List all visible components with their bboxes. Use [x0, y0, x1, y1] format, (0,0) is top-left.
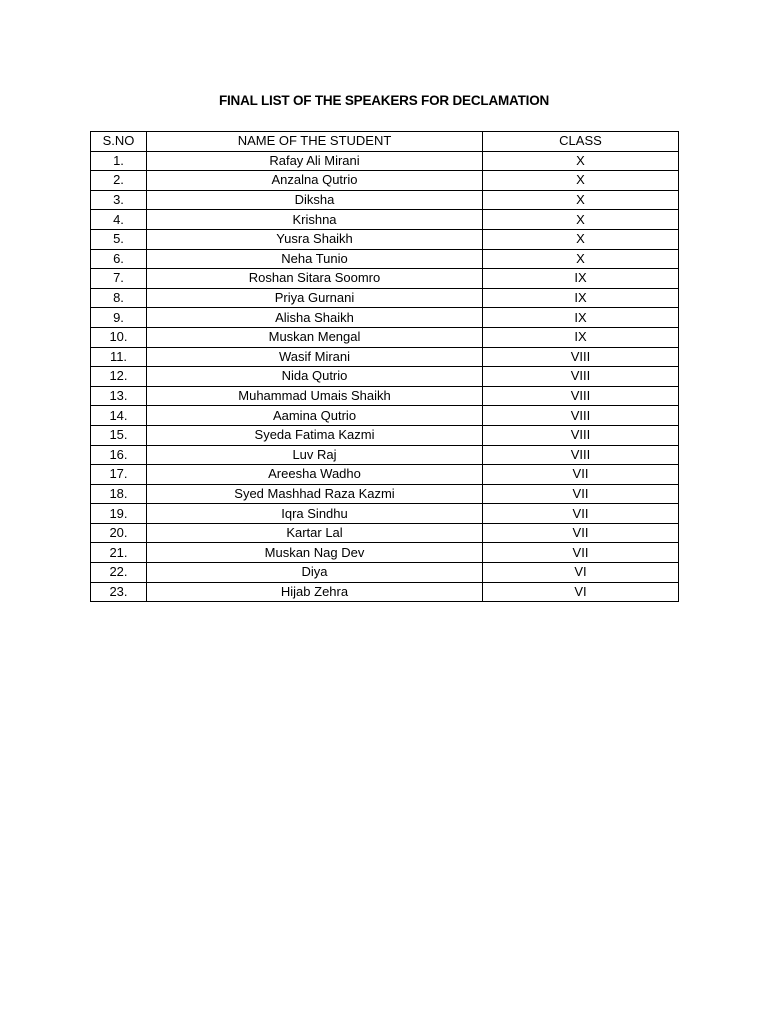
- row-student-name: Nida Qutrio: [147, 367, 483, 387]
- row-student-name: Areesha Wadho: [147, 465, 483, 485]
- table-row: [91, 190, 679, 210]
- row-student-name: Kartar Lal: [147, 523, 483, 543]
- row-student-name: Muhammad Umais Shaikh: [147, 386, 483, 406]
- row-student-name: Hijab Zehra: [147, 582, 483, 602]
- row-class: X: [483, 249, 679, 269]
- table-row: [91, 425, 679, 445]
- column-header-name: NAME OF THE STUDENT: [147, 132, 483, 152]
- row-class: IX: [483, 288, 679, 308]
- table-row: [91, 347, 679, 367]
- table-row: [91, 504, 679, 524]
- table-row: [91, 367, 679, 387]
- row-class: X: [483, 190, 679, 210]
- row-serial-number: 9.: [91, 308, 147, 328]
- row-class: VIII: [483, 367, 679, 387]
- row-student-name: Yusra Shaikh: [147, 229, 483, 249]
- table-row: [91, 249, 679, 269]
- row-class: VII: [483, 543, 679, 563]
- table-row: [91, 465, 679, 485]
- row-serial-number: 22.: [91, 563, 147, 583]
- row-serial-number: 17.: [91, 465, 147, 485]
- table-row: [91, 445, 679, 465]
- row-class: X: [483, 151, 679, 171]
- row-serial-number: 13.: [91, 386, 147, 406]
- table-row: [91, 386, 679, 406]
- row-class: VII: [483, 504, 679, 524]
- table-row: [91, 484, 679, 504]
- row-serial-number: 4.: [91, 210, 147, 230]
- row-serial-number: 1.: [91, 151, 147, 171]
- row-serial-number: 5.: [91, 229, 147, 249]
- row-serial-number: 7.: [91, 269, 147, 289]
- row-student-name: Luv Raj: [147, 445, 483, 465]
- row-serial-number: 10.: [91, 327, 147, 347]
- row-class: X: [483, 210, 679, 230]
- table-row: [91, 151, 679, 171]
- row-class: VII: [483, 465, 679, 485]
- row-student-name: Muskan Mengal: [147, 327, 483, 347]
- row-serial-number: 14.: [91, 406, 147, 426]
- row-serial-number: 6.: [91, 249, 147, 269]
- table-header-row: [91, 132, 679, 152]
- row-class: VIII: [483, 386, 679, 406]
- row-student-name: Wasif Mirani: [147, 347, 483, 367]
- row-class: IX: [483, 269, 679, 289]
- row-student-name: Neha Tunio: [147, 249, 483, 269]
- row-serial-number: 11.: [91, 347, 147, 367]
- table-row: [91, 327, 679, 347]
- row-class: IX: [483, 327, 679, 347]
- row-class: VII: [483, 523, 679, 543]
- page-title: FINAL LIST OF THE SPEAKERS FOR DECLAMATION: [218, 93, 550, 108]
- row-student-name: Krishna: [147, 210, 483, 230]
- row-serial-number: 19.: [91, 504, 147, 524]
- row-serial-number: 20.: [91, 523, 147, 543]
- row-student-name: Rafay Ali Mirani: [147, 151, 483, 171]
- row-serial-number: 12.: [91, 367, 147, 387]
- row-serial-number: 15.: [91, 425, 147, 445]
- row-class: X: [483, 171, 679, 191]
- row-class: VI: [483, 582, 679, 602]
- row-student-name: Muskan Nag Dev: [147, 543, 483, 563]
- row-class: VIII: [483, 425, 679, 445]
- table-row: [91, 523, 679, 543]
- row-student-name: Syeda Fatima Kazmi: [147, 425, 483, 445]
- row-student-name: Aamina Qutrio: [147, 406, 483, 426]
- table-row: [91, 543, 679, 563]
- column-header-class: CLASS: [483, 132, 679, 152]
- row-serial-number: 2.: [91, 171, 147, 191]
- row-serial-number: 23.: [91, 582, 147, 602]
- row-student-name: Priya Gurnani: [147, 288, 483, 308]
- speakers-table: [90, 131, 679, 602]
- table-row: [91, 171, 679, 191]
- row-serial-number: 18.: [91, 484, 147, 504]
- row-class: VIII: [483, 445, 679, 465]
- row-class: VIII: [483, 347, 679, 367]
- row-class: X: [483, 229, 679, 249]
- row-class: IX: [483, 308, 679, 328]
- row-student-name: Diya: [147, 563, 483, 583]
- table-row: [91, 210, 679, 230]
- row-class: VII: [483, 484, 679, 504]
- row-class: VIII: [483, 406, 679, 426]
- table-row: [91, 308, 679, 328]
- table-row: [91, 229, 679, 249]
- row-serial-number: 21.: [91, 543, 147, 563]
- table-row: [91, 269, 679, 289]
- column-header-sno: S.NO: [91, 132, 147, 152]
- table-row: [91, 563, 679, 583]
- row-student-name: Syed Mashhad Raza Kazmi: [147, 484, 483, 504]
- row-student-name: Anzalna Qutrio: [147, 171, 483, 191]
- table-row: [91, 582, 679, 602]
- row-serial-number: 16.: [91, 445, 147, 465]
- row-student-name: Roshan Sitara Soomro: [147, 269, 483, 289]
- row-student-name: Alisha Shaikh: [147, 308, 483, 328]
- row-student-name: Iqra Sindhu: [147, 504, 483, 524]
- row-serial-number: 8.: [91, 288, 147, 308]
- row-serial-number: 3.: [91, 190, 147, 210]
- row-student-name: Diksha: [147, 190, 483, 210]
- row-class: VI: [483, 563, 679, 583]
- table-row: [91, 288, 679, 308]
- table-row: [91, 406, 679, 426]
